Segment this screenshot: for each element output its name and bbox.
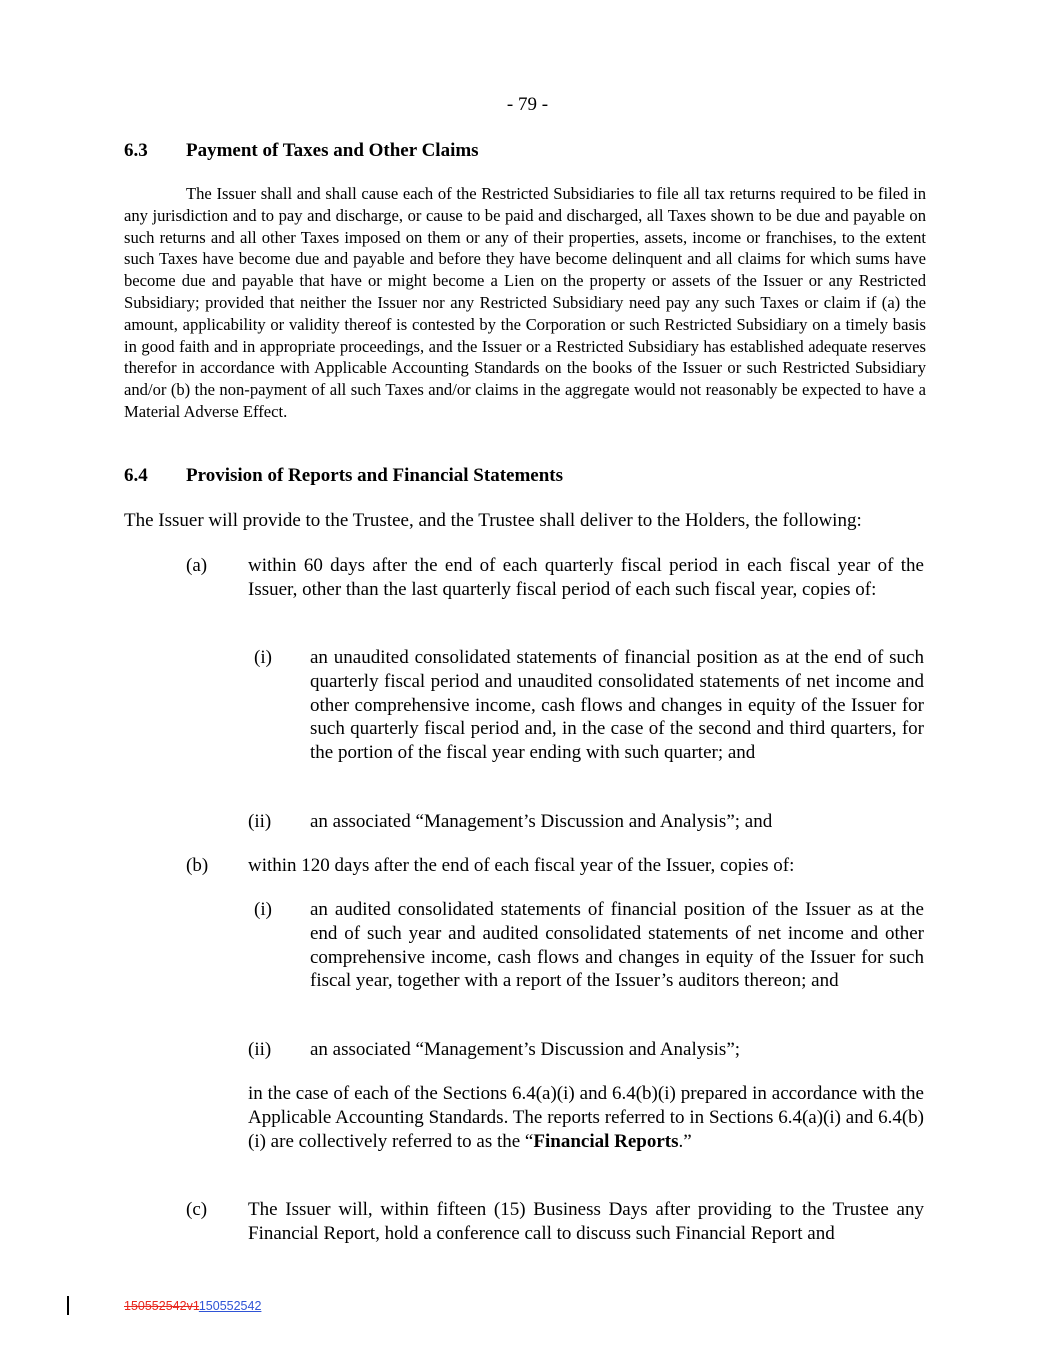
document-id — [124, 1299, 261, 1313]
section-number: 6.4 — [124, 465, 148, 486]
list-item-b-i — [248, 898, 926, 1018]
section-title: Payment of Taxes and Other Claims — [186, 140, 479, 161]
item-label: (i) — [254, 899, 272, 920]
page-number: - 79 - — [506, 94, 549, 115]
section-6-3-body: The Issuer shall and shall cause each of the Restricted Subsidiaries to file all tax returns required to be filed in any jurisdiction and to pay and discharge, or cause to be paid and discharged, all Taxes shown to be due and payable on such returns and all other Taxes imposed on them or any of their properties, assets, income or franchises, to the extent such Taxes have become due and payable and before they have become delinquent and all claims for which sums have become due and payable that have or might become a Lien on the property or assets of the Issuer or any Restricted Subsidiary; provided that neither the Issuer nor any Restricted Subsidiary need pay any such Taxes or claim if (a) the amount, applicability or validity thereof is contested by the Corporation or such Restricted Subsidiary on a timely basis in good faith and in appropriate proceedings, and the Issuer or a Restricted Subsidiary has established adequate reserves therefor in accordance with Applicable Accounting Standards on the books of the Issuer or such Restricted Subsidiary and/or (b) the non-payment of all such Taxes and/or claims in the aggregate would not reasonably be expected to have a Material Adverse Effect. — [124, 184, 926, 421]
item-text: The Issuer will, within fifteen (15) Business Days after providing to the Trustee any Financial Report, hold a conference call to discuss such Financial Report and — [248, 1199, 924, 1244]
definition-text-end: .” — [678, 1130, 692, 1152]
financial-reports-definition — [248, 1082, 924, 1153]
section-number: 6.3 — [124, 140, 148, 161]
item-text: within 120 days after the end of each fiscal year of the Issuer, copies of: — [248, 855, 795, 876]
defined-term: Financial Reports — [533, 1130, 679, 1152]
item-label: (c) — [186, 1199, 208, 1220]
section-6-4-heading — [124, 465, 563, 487]
section-title: Provision of Reports and Financial Statements — [186, 465, 564, 486]
definition-text: in the case of each of the Sections 6.4(a)(i) and 6.4(b)(i) prepared in accordance with the Applicable Accounting Standards. The reports referred to in Sections 6.4(a)(i) and 6.4(b)(i) are collectively referred to as the “ — [248, 1083, 924, 1152]
item-text: an associated “Management’s Discussion and Analysis”; and — [310, 811, 773, 832]
item-text: an audited consolidated statements of financial position of the Issuer as at the end of such year and audited consolidated statements of net income and other comprehensive income, cash flows and changes in equity of the Issuer for such fiscal year, together with a report of the Issuer’s auditors thereon; and — [310, 899, 924, 992]
item-label: (ii) — [248, 1039, 272, 1060]
list-item-a-i — [248, 646, 926, 790]
item-text: within 60 days after the end of each quarterly fiscal period in each fiscal year of the Issuer, other than the last quarterly fiscal period of each such fiscal year, copies of: — [248, 555, 924, 600]
item-label: (ii) — [248, 811, 272, 832]
list-item-a — [186, 554, 926, 626]
item-label: (i) — [254, 647, 272, 668]
list-item-b-ii — [248, 1038, 926, 1062]
list-item-c — [186, 1198, 926, 1246]
list-item-b — [186, 854, 926, 878]
item-label: (a) — [186, 555, 208, 576]
deleted-document-id: 150552542v1 — [124, 1299, 199, 1313]
item-text: an associated “Management’s Discussion and Analysis”; — [310, 1039, 741, 1060]
item-label: (b) — [186, 855, 209, 876]
item-text: an unaudited consolidated statements of financial position as at the end of such quarterly fiscal period and unaudited consolidated statements of net income and other comprehensive income, cash flows and changes in equity of the Issuer for such quarterly fiscal period and, in the case of the second and third quarters, for the portion of the fiscal year ending with such quarter; and — [310, 647, 924, 764]
change-bar — [67, 1296, 69, 1315]
list-item-a-ii — [248, 810, 926, 834]
section-6-3-heading — [124, 140, 479, 162]
section-6-4-intro: The Issuer will provide to the Trustee, and the Trustee shall deliver to the Holders, the following: — [124, 510, 862, 531]
inserted-document-id: 150552542 — [198, 1299, 262, 1313]
